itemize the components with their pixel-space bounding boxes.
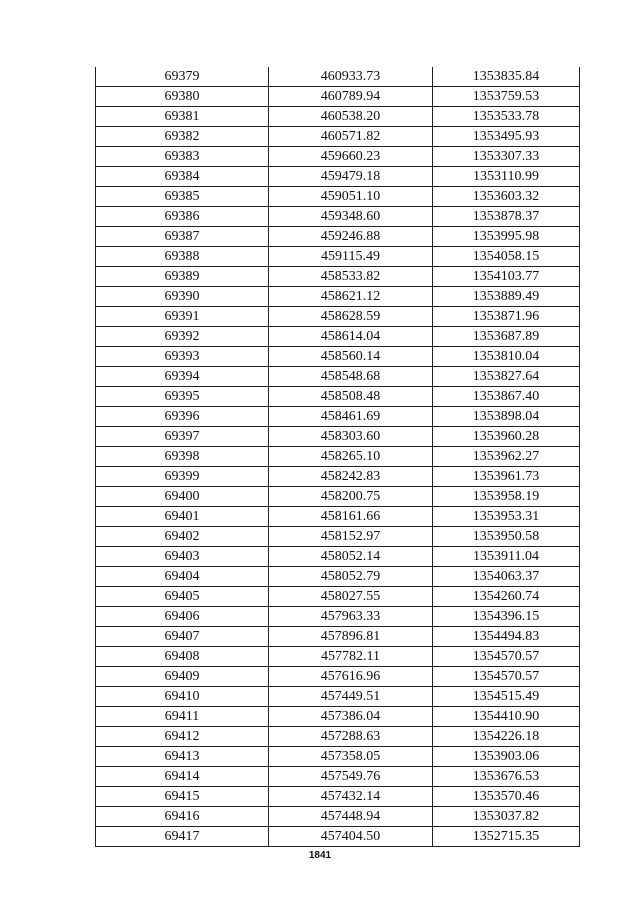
point-id-cell: 69401: [96, 507, 269, 527]
x-coordinate-cell: 458628.59: [269, 307, 433, 327]
y-coordinate-cell: 1354494.83: [433, 627, 580, 647]
point-id-cell: 69386: [96, 207, 269, 227]
table-row: [96, 647, 580, 667]
y-coordinate-cell: 1354396.15: [433, 607, 580, 627]
table-row: [96, 407, 580, 427]
x-coordinate-cell: 458052.14: [269, 547, 433, 567]
x-coordinate-cell: 457288.63: [269, 727, 433, 747]
point-id-cell: 69412: [96, 727, 269, 747]
point-id-cell: 69415: [96, 787, 269, 807]
x-coordinate-cell: 458508.48: [269, 387, 433, 407]
point-id-cell: 69379: [96, 67, 269, 87]
coordinates-table-body: [96, 67, 580, 847]
y-coordinate-cell: 1353110.99: [433, 167, 580, 187]
y-coordinate-cell: 1353307.33: [433, 147, 580, 167]
table-row: [96, 67, 580, 87]
table-row: [96, 607, 580, 627]
y-coordinate-cell: 1353533.78: [433, 107, 580, 127]
table-row: [96, 227, 580, 247]
table-row: [96, 307, 580, 327]
y-coordinate-cell: 1353958.19: [433, 487, 580, 507]
x-coordinate-cell: 459348.60: [269, 207, 433, 227]
table-row: [96, 627, 580, 647]
table-row: [96, 447, 580, 467]
table-row: [96, 387, 580, 407]
point-id-cell: 69411: [96, 707, 269, 727]
table-row: [96, 807, 580, 827]
y-coordinate-cell: 1353759.53: [433, 87, 580, 107]
table-row: [96, 367, 580, 387]
table-row: [96, 687, 580, 707]
x-coordinate-cell: 459479.18: [269, 167, 433, 187]
x-coordinate-cell: 459246.88: [269, 227, 433, 247]
x-coordinate-cell: 457616.96: [269, 667, 433, 687]
table-row: [96, 347, 580, 367]
point-id-cell: 69383: [96, 147, 269, 167]
y-coordinate-cell: 1353676.53: [433, 767, 580, 787]
point-id-cell: 69393: [96, 347, 269, 367]
table-row: [96, 187, 580, 207]
x-coordinate-cell: 458614.04: [269, 327, 433, 347]
point-id-cell: 69417: [96, 827, 269, 847]
table-row: [96, 707, 580, 727]
point-id-cell: 69394: [96, 367, 269, 387]
y-coordinate-cell: 1354063.37: [433, 567, 580, 587]
point-id-cell: 69389: [96, 267, 269, 287]
y-coordinate-cell: 1353037.82: [433, 807, 580, 827]
point-id-cell: 69381: [96, 107, 269, 127]
y-coordinate-cell: 1353962.27: [433, 447, 580, 467]
point-id-cell: 69384: [96, 167, 269, 187]
x-coordinate-cell: 458303.60: [269, 427, 433, 447]
point-id-cell: 69392: [96, 327, 269, 347]
y-coordinate-cell: 1354410.90: [433, 707, 580, 727]
point-id-cell: 69388: [96, 247, 269, 267]
table-row: [96, 507, 580, 527]
point-id-cell: 69400: [96, 487, 269, 507]
table-row: [96, 147, 580, 167]
table-row: [96, 247, 580, 267]
table-row: [96, 327, 580, 347]
x-coordinate-cell: 458461.69: [269, 407, 433, 427]
table-row: [96, 107, 580, 127]
point-id-cell: 69385: [96, 187, 269, 207]
x-coordinate-cell: 460933.73: [269, 67, 433, 87]
point-id-cell: 69391: [96, 307, 269, 327]
coordinates-table: [95, 67, 580, 847]
point-id-cell: 69406: [96, 607, 269, 627]
x-coordinate-cell: 457358.05: [269, 747, 433, 767]
x-coordinate-cell: 458161.66: [269, 507, 433, 527]
point-id-cell: 69413: [96, 747, 269, 767]
y-coordinate-cell: 1353903.06: [433, 747, 580, 767]
y-coordinate-cell: 1353687.89: [433, 327, 580, 347]
x-coordinate-cell: 458027.55: [269, 587, 433, 607]
table-row: [96, 167, 580, 187]
y-coordinate-cell: 1353835.84: [433, 67, 580, 87]
x-coordinate-cell: 457549.76: [269, 767, 433, 787]
x-coordinate-cell: 458560.14: [269, 347, 433, 367]
table-row: [96, 127, 580, 147]
table-row: [96, 267, 580, 287]
table-row: [96, 527, 580, 547]
x-coordinate-cell: 458621.12: [269, 287, 433, 307]
x-coordinate-cell: 458533.82: [269, 267, 433, 287]
x-coordinate-cell: 460571.82: [269, 127, 433, 147]
y-coordinate-cell: 1353603.32: [433, 187, 580, 207]
x-coordinate-cell: 459051.10: [269, 187, 433, 207]
y-coordinate-cell: 1354260.74: [433, 587, 580, 607]
table-row: [96, 727, 580, 747]
table-row: [96, 827, 580, 847]
point-id-cell: 69416: [96, 807, 269, 827]
y-coordinate-cell: 1353950.58: [433, 527, 580, 547]
x-coordinate-cell: 457404.50: [269, 827, 433, 847]
table-row: [96, 427, 580, 447]
point-id-cell: 69397: [96, 427, 269, 447]
y-coordinate-cell: 1354570.57: [433, 647, 580, 667]
point-id-cell: 69387: [96, 227, 269, 247]
y-coordinate-cell: 1353911.04: [433, 547, 580, 567]
y-coordinate-cell: 1353898.04: [433, 407, 580, 427]
table-row: [96, 587, 580, 607]
y-coordinate-cell: 1353570.46: [433, 787, 580, 807]
table-row: [96, 767, 580, 787]
x-coordinate-cell: 459115.49: [269, 247, 433, 267]
point-id-cell: 69404: [96, 567, 269, 587]
point-id-cell: 69408: [96, 647, 269, 667]
x-coordinate-cell: 457386.04: [269, 707, 433, 727]
y-coordinate-cell: 1353878.37: [433, 207, 580, 227]
x-coordinate-cell: 458548.68: [269, 367, 433, 387]
table-row: [96, 747, 580, 767]
point-id-cell: 69390: [96, 287, 269, 307]
point-id-cell: 69398: [96, 447, 269, 467]
x-coordinate-cell: 458200.75: [269, 487, 433, 507]
y-coordinate-cell: 1353961.73: [433, 467, 580, 487]
table-row: [96, 487, 580, 507]
y-coordinate-cell: 1353827.64: [433, 367, 580, 387]
point-id-cell: 69405: [96, 587, 269, 607]
table-row: [96, 287, 580, 307]
x-coordinate-cell: 457448.94: [269, 807, 433, 827]
page-number: 1841: [308, 850, 332, 861]
table-row: [96, 87, 580, 107]
x-coordinate-cell: 457449.51: [269, 687, 433, 707]
y-coordinate-cell: 1354570.57: [433, 667, 580, 687]
x-coordinate-cell: 457782.11: [269, 647, 433, 667]
point-id-cell: 69402: [96, 527, 269, 547]
x-coordinate-cell: 457432.14: [269, 787, 433, 807]
y-coordinate-cell: 1353495.93: [433, 127, 580, 147]
table-row: [96, 667, 580, 687]
point-id-cell: 69403: [96, 547, 269, 567]
table-row: [96, 567, 580, 587]
point-id-cell: 69414: [96, 767, 269, 787]
point-id-cell: 69399: [96, 467, 269, 487]
x-coordinate-cell: 457963.33: [269, 607, 433, 627]
y-coordinate-cell: 1353995.98: [433, 227, 580, 247]
x-coordinate-cell: 458265.10: [269, 447, 433, 467]
y-coordinate-cell: 1353867.40: [433, 387, 580, 407]
y-coordinate-cell: 1354103.77: [433, 267, 580, 287]
x-coordinate-cell: 458242.83: [269, 467, 433, 487]
y-coordinate-cell: 1352715.35: [433, 827, 580, 847]
point-id-cell: 69396: [96, 407, 269, 427]
point-id-cell: 69409: [96, 667, 269, 687]
x-coordinate-cell: 459660.23: [269, 147, 433, 167]
table-row: [96, 547, 580, 567]
point-id-cell: 69380: [96, 87, 269, 107]
point-id-cell: 69382: [96, 127, 269, 147]
x-coordinate-cell: 460789.94: [269, 87, 433, 107]
y-coordinate-cell: 1353810.04: [433, 347, 580, 367]
x-coordinate-cell: 460538.20: [269, 107, 433, 127]
x-coordinate-cell: 457896.81: [269, 627, 433, 647]
table-row: [96, 787, 580, 807]
y-coordinate-cell: 1353953.31: [433, 507, 580, 527]
y-coordinate-cell: 1353871.96: [433, 307, 580, 327]
point-id-cell: 69407: [96, 627, 269, 647]
y-coordinate-cell: 1354515.49: [433, 687, 580, 707]
y-coordinate-cell: 1354226.18: [433, 727, 580, 747]
point-id-cell: 69410: [96, 687, 269, 707]
y-coordinate-cell: 1353960.28: [433, 427, 580, 447]
table-row: [96, 207, 580, 227]
x-coordinate-cell: 458152.97: [269, 527, 433, 547]
y-coordinate-cell: 1353889.49: [433, 287, 580, 307]
y-coordinate-cell: 1354058.15: [433, 247, 580, 267]
point-id-cell: 69395: [96, 387, 269, 407]
table-row: [96, 467, 580, 487]
x-coordinate-cell: 458052.79: [269, 567, 433, 587]
